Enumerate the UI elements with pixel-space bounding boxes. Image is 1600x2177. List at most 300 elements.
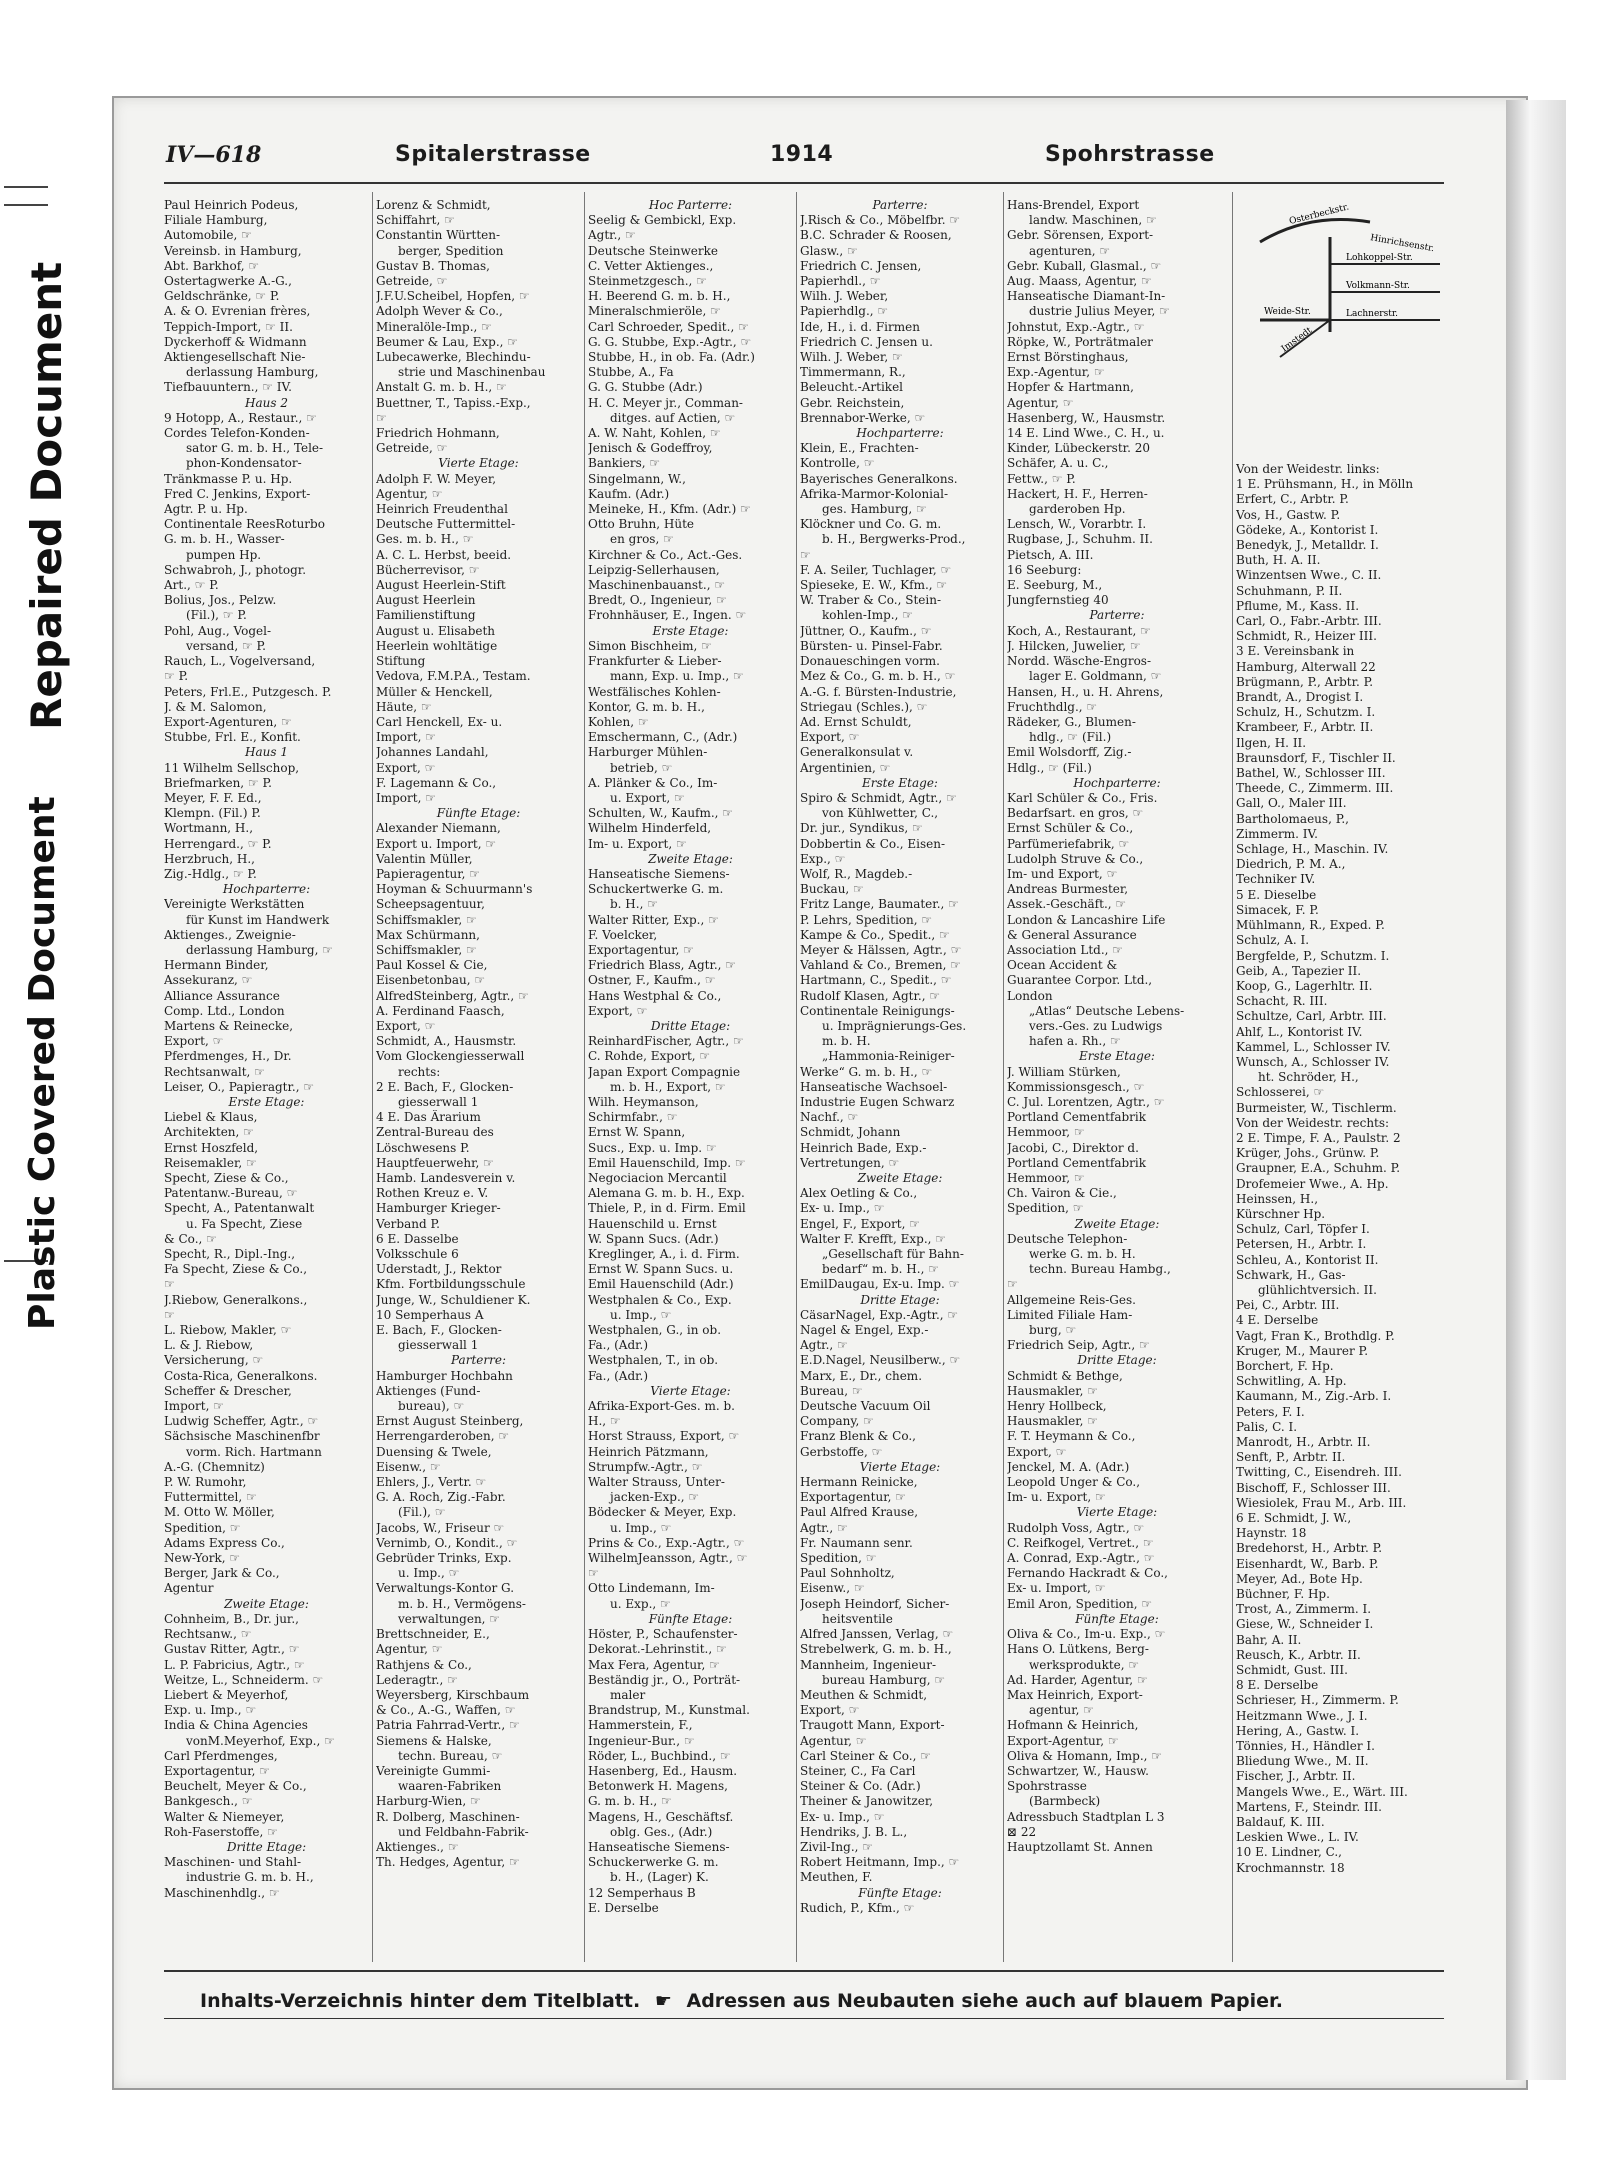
directory-entry-line: Hasenberg, Ed., Hausm. [588,1763,738,1778]
directory-entry-line: Exp.-Agentur, ☞ [1007,365,1105,380]
directory-entry-line: Bredt, O., Ingenieur, ☞ [588,593,727,608]
directory-entry-line: 16 Seeburg: [1007,562,1082,577]
directory-entry-line: Kohlen, ☞ [588,714,649,729]
directory-entry-line: Specht, R., Dipl.-Ing., [164,1247,296,1262]
directory-entry-line: Lederagtr., ☞ [376,1672,458,1687]
directory-entry-line: Werke“ G. m. b. H., ☞ [800,1064,933,1079]
directory-entry-line: Schmidt, R., Heizer III. [1236,629,1377,644]
directory-entry-line: Brettschneider, E., [376,1627,490,1642]
directory-entry-line: Rädeker, G., Blumen- [1007,714,1136,729]
directory-entry-line: Carl Henckell, Ex- u. [376,714,503,729]
directory-entry-line: 3 E. Vereinsbank in [1236,644,1355,659]
directory-entry-line: Hanseatische Siemens- [588,866,730,881]
directory-entry-line: Westphalen & Co., Exp. [588,1292,732,1307]
directory-entry-line: J.F.U.Scheibel, Hopfen, ☞ [376,289,530,304]
directory-entry-line: Meyer & Hälssen, Agtr., ☞ [800,942,962,957]
directory-entry-line: Oliva & Homann, Imp., ☞ [1007,1748,1163,1763]
directory-entry-line: Afrika-Export-Ges. m. b. [588,1399,735,1414]
directory-entry-line: C. Vetter Aktienges., [588,258,714,273]
directory-entry-line: Specht, A., Patentanwalt [164,1201,315,1216]
map-label: Imstedt [1279,325,1315,355]
directory-entry-line: Zweite Etage: [857,1171,943,1185]
directory-entry-line: (Barmbeck) [1029,1794,1101,1809]
directory-entry-line: Heinrich Freudenthal [376,502,508,517]
directory-entry-line: Eisenw., ☞ [800,1581,865,1596]
directory-entry-line: Mineralöle-Imp., ☞ [376,319,492,334]
directory-entry-line: Herzbruch, H., [164,851,255,866]
directory-entry-line: Ad. Harder, Agentur, ☞ [1007,1672,1148,1687]
directory-entry-line: Erste Etage: [228,1094,305,1109]
directory-entry-line: H. C. Meyer jr., Comman- [588,395,743,410]
directory-entry-line: Simon Bischheim, ☞ [588,638,712,653]
directory-entry-line: Schlage, H., Maschin. IV. [1236,842,1389,857]
directory-entry-line: Hamburger Krieger- [376,1201,501,1216]
directory-entry-line: H., ☞ [588,1414,621,1429]
directory-entry-line: ☞ P. [164,669,189,684]
directory-entry-line: Herrengard., ☞ P. [164,836,272,851]
column-6 [1236,462,1446,1876]
directory-entry-line: hafen a. Rh., ☞ [1029,1034,1121,1049]
directory-entry-line: Klempn. (Fil.) P. [164,806,261,821]
directory-entry-line: Strumpfw.-Agtr., ☞ [588,1459,703,1474]
directory-entry-line: agentur, ☞ [1029,1703,1095,1718]
directory-entry-line: Bathel, W., Schlosser III. [1236,766,1386,781]
directory-entry-line: Ch. Vairon & Cie., [1007,1186,1117,1201]
directory-entry-line: Hermann Reinicke, [800,1475,918,1490]
directory-entry-line: Allgemeine Reis-Ges. [1007,1292,1136,1307]
directory-entry-line: Hackert, H. F., Herren- [1007,486,1148,501]
directory-entry-line: Steiner & Co. (Adr.) [800,1779,921,1794]
directory-entry-line: Fa., (Adr.) [588,1368,649,1383]
directory-entry-line: Alemana G. m. b. H., Exp. [588,1186,745,1201]
directory-entry-line: b. H., ☞ [610,897,658,912]
directory-entry-line: Eisenw., ☞ [376,1459,441,1474]
directory-entry-line: Export, ☞ [800,1703,860,1718]
directory-entry-line: Schuhmann, P. II. [1236,583,1343,598]
directory-entry-line: Export, ☞ [376,1018,436,1033]
directory-entry-line: Architekten, ☞ [164,1125,254,1140]
directory-entry-line: Anstalt G. m. b. H., ☞ [376,380,507,395]
directory-entry-line: u. Exp., ☞ [610,1596,671,1611]
directory-entry-line: Comp. Ltd., London [164,1003,285,1018]
directory-entry-line: Jenckel, M. A. (Adr.) [1007,1459,1130,1474]
pointing-hand-icon: ☛ [654,1990,672,2012]
directory-entry-line: ☞ [1007,1277,1018,1292]
directory-entry-line: Koop, G., Lagerhltr. II. [1236,978,1373,993]
directory-entry-line: Paul Sohnholtz, [800,1566,895,1581]
directory-entry-line: Röpke, W., Porträtmaler [1007,334,1153,349]
directory-entry-line: Parterre: [451,1353,506,1368]
directory-entry-line: Vom Glockengiesserwall [376,1049,525,1064]
directory-entry-line: Fa., (Adr.) [588,1338,649,1353]
directory-entry-line: Dritte Etage: [860,1292,940,1307]
directory-entry-line: W. Spann Sucs. (Adr.) [588,1231,719,1246]
repaired-document-label: Repaired Document [22,261,71,730]
directory-entry-line: Max Heinrich, Export- [1007,1687,1143,1702]
directory-entry-line: techn. Bureau Hambg., [1029,1262,1171,1277]
directory-entry-line: Westphalen, G., in ob. [588,1323,722,1338]
directory-entry-line: oblg. Ges., (Adr.) [610,1824,713,1839]
directory-entry-line: Kaufm. (Adr.) [588,486,670,501]
directory-entry-line: Hochparterre: [222,882,311,897]
directory-entry-line: A.-G. f. Bürsten-Industrie, [800,684,957,699]
directory-entry-line: Im- u. Export, ☞ [1007,1490,1106,1505]
directory-entry-line: Spiro & Schmidt, Agtr., ☞ [800,790,957,805]
directory-entry-line: ditges. auf Actien, ☞ [610,410,736,425]
directory-entry-line: Hofmann & Heinrich, [1007,1718,1139,1733]
directory-entry-line: Bergfelde, P., Schutzm. I. [1236,948,1390,963]
margin-tick [4,204,48,206]
directory-entry-line: Meuthen, F. [800,1870,873,1885]
directory-entry-line: Schwitling, A. Hp. [1236,1374,1347,1389]
directory-entry-line: Ernst W. Spann, [588,1125,686,1140]
directory-entry-line: Rudolph Voss, Agtr., ☞ [1007,1520,1145,1535]
directory-entry-line: Friedrich Hohmann, [376,426,500,441]
directory-entry-line: L. Riebow, Makler, ☞ [164,1323,292,1338]
directory-entry-line: Adams Express Co., [164,1535,285,1550]
directory-entry-line: Martens, F., Steindr. III. [1236,1799,1382,1814]
directory-entry-line: A. & O. Evrenian frères, [164,304,311,319]
directory-entry-line: Jacobs, W., Friseur ☞ [376,1520,505,1535]
directory-entry-line: Bayerisches Generalkons. [800,471,958,486]
directory-entry-line: London & Lancashire Life [1007,912,1166,927]
directory-entry-line: Hausmakler, ☞ [1007,1414,1099,1429]
directory-entry-line: Filiale Hamburg, [164,213,268,228]
directory-entry-line: Hemmoor, ☞ [1007,1125,1085,1140]
directory-entry-line: 10 E. Lindner, C., [1236,1845,1342,1860]
directory-entry-line: Scheffer & Drescher, [164,1383,292,1398]
directory-entry-line: Trost, A., Zimmerm. I. [1236,1602,1372,1617]
directory-entry-line: kohlen-Imp., ☞ [822,608,913,623]
directory-entry-line: August Heerlein [376,593,476,608]
directory-entry-line: Japan Export Compagnie [588,1064,741,1079]
directory-entry-line: Ide, H., i. d. Firmen [800,319,920,334]
directory-entry-line: Buckau, ☞ [800,882,864,897]
directory-entry-line: E. Bach, F., Glocken- [376,1323,502,1338]
directory-entry-line: Exp., ☞ [800,851,846,866]
directory-entry-line: Fernando Hackradt & Co., [1007,1566,1168,1581]
directory-entry-line: von Kühlwetter, C., [822,806,939,821]
directory-entry-line: Hansen, H., u. H. Ahrens, [1007,684,1164,699]
directory-entry-line: Rothen Kreuz e. V. [376,1186,489,1201]
directory-entry-line: Krochmannstr. 18 [1236,1860,1345,1875]
directory-entry-line: Brennabor-Werke, ☞ [800,410,926,425]
directory-entry-line: Kontor, G. m. b. H., [588,699,705,714]
directory-entry-line: verwaltungen, ☞ [398,1611,501,1626]
directory-entry-line: Wilh. J. Weber, [800,289,889,304]
directory-entry-line: Kaumann, M., Zig.-Arb. I. [1236,1389,1392,1404]
directory-entry-line: Dritte Etage: [1077,1353,1157,1368]
directory-entry-line: Theiner & Janowitzer, [800,1794,934,1809]
directory-entry-line: & Co., A.-G., Waffen, ☞ [376,1703,516,1718]
directory-entry-line: Ex- u. Imp., ☞ [800,1809,885,1824]
directory-entry-line: W. Traber & Co., Stein- [800,593,941,608]
directory-entry-line: Emil Hauenschild, Imp. ☞ [588,1155,746,1170]
directory-entry-line: Baldauf, K. III. [1236,1815,1325,1830]
directory-entry-line: G. G. Stubbe, Exp.-Agtr., ☞ [588,334,752,349]
directory-entry-line: Papierhdlg., ☞ [800,304,889,319]
directory-entry-line: Rudich, P., Kfm., ☞ [800,1900,915,1915]
directory-entry-line: Ahlf, L., Kontorist IV. [1236,1024,1363,1039]
directory-entry-line: u. Imp., ☞ [610,1520,672,1535]
directory-entry-line: Franz Blenk & Co., [800,1429,916,1444]
directory-entry-line: für Kunst im Handwerk [186,912,330,927]
directory-entry-line: Spedition, ☞ [800,1551,877,1566]
directory-entry-line: garderoben Hp. [1029,502,1126,517]
directory-entry-line: Carl Pferdmenges, [164,1748,278,1763]
directory-entry-line: ☞ [164,1277,175,1292]
directory-entry-line: Walter F. Krefft, Exp., ☞ [800,1231,947,1246]
directory-entry-line: Lorenz & Schmidt, [376,198,491,212]
directory-entry-line: Cordes Telefon-Konden- [164,426,310,441]
directory-entry-line: Adolph Wever & Co., [376,304,503,319]
directory-entry-line: Schmidt, A., Hausmstr. [376,1034,517,1049]
directory-entry-line: Emil Aron, Spedition, ☞ [1007,1596,1153,1611]
directory-entry-line: u. Imprägnierungs-Ges. [822,1018,967,1033]
directory-entry-line: Ernst Hoszfeld, [164,1140,259,1155]
directory-entry-line: Haus 1 [245,745,288,760]
directory-entry-line: derlassung Hamburg, ☞ [186,942,333,957]
directory-entry-line: Kruger, M., Maurer P. [1236,1343,1369,1358]
directory-entry-line: Schulz, H., Schutzm. I. [1236,705,1376,720]
directory-entry-line: Lensch, W., Vorarbtr. I. [1007,517,1147,532]
directory-entry-line: Röder, L., Buchbind., ☞ [588,1748,731,1763]
directory-entry-line: maler [610,1687,646,1702]
directory-entry-line: Mannheim, Ingenieur- [800,1657,937,1672]
directory-entry-line: A. W. Naht, Kohlen, ☞ [588,426,721,441]
directory-entry-line: August u. Elisabeth [376,623,496,638]
directory-entry-line: vorm. Rich. Hartmann [186,1444,322,1459]
directory-entry-line: Berger, Jark & Co., [164,1566,280,1581]
directory-entry-line: ☞ [164,1307,175,1322]
directory-entry-line: Spohrstrasse [1007,1779,1087,1794]
directory-entry-line: ☞ [376,410,387,425]
directory-entry-line: Hans O. Lütkens, Berg- [1007,1642,1149,1657]
directory-entry-line: Valentin Müller, [376,851,473,866]
right-street-heading: Spohrstrasse [1045,142,1215,167]
directory-entry-line: m. b. H., Vermögens- [398,1596,526,1611]
directory-entry-line: E. Derselbe [588,1900,659,1915]
directory-entry-line: Otto Bruhn, Hüte [588,517,695,532]
directory-entry-line: Koch, A., Restaurant, ☞ [1007,623,1151,638]
directory-entry-line: Walter & Niemeyer, [164,1809,285,1824]
directory-entry-line: Volksschule 6 [376,1247,459,1262]
directory-entry-line: Peters, Frl.E., Putzgesch. P. [164,684,332,699]
directory-entry-line: Schirmfabr., ☞ [588,1110,678,1125]
directory-entry-line: Assek.-Geschäft., ☞ [1007,897,1127,912]
directory-entry-line: Maschinenhdlg., ☞ [164,1885,280,1900]
map-street-line [1260,220,1370,243]
directory-entry-line: Hochparterre: [1073,775,1161,790]
directory-entry-line: Kammel, L., Schlosser IV. [1236,1039,1391,1054]
column-divider [372,192,373,1962]
directory-entry-line: Robert Heitmann, Imp., ☞ [800,1855,960,1870]
directory-entry-line: Continentale ReesRoturbo [164,517,325,532]
directory-entry-line: Max Fera, Agentur, ☞ [588,1657,720,1672]
directory-entry-line: Frohnhäuser, E., Ingen. ☞ [588,608,747,623]
page-number: IV—618 [166,142,262,168]
column-5 [1007,198,1227,1855]
directory-entry-line: Teppich-Import, ☞ II. [164,319,293,334]
directory-entry-line: Wilhelm Hinderfeld, [588,821,712,836]
directory-entry-line: Meyer, Ad., Bote Hp. [1236,1571,1363,1586]
directory-entry-line: Th. Hedges, Agentur, ☞ [376,1855,520,1870]
directory-entry-line: Schmidt & Bethge, [1007,1368,1123,1383]
directory-entry-line: Aktienges., Zweignie- [164,927,296,942]
directory-entry-line: Gerbstoffe, ☞ [800,1444,883,1459]
directory-entry-line: Schultze, Carl, Arbtr. III. [1236,1009,1387,1024]
directory-entry-line: Vedova, F.M.P.A., Testam. [376,669,531,684]
directory-entry-line: Hoyman & Schuurmann's [376,882,533,897]
directory-entry-line: Vagt, Fran K., Brothdlg. P. [1236,1328,1395,1343]
directory-entry-line: F. Voelcker, [588,927,658,942]
directory-entry-line: Parfümeriefabrik, ☞ [1007,836,1130,851]
directory-entry-line: Schuckerwerke G. m. [588,1855,719,1870]
directory-entry-line: Verband P. [376,1216,440,1231]
directory-entry-line: Bliedung Wwe., M. II. [1236,1754,1369,1769]
directory-entry-line: Company, ☞ [800,1414,874,1429]
directory-entry-line: Cohnheim, B., Dr. jur., [164,1611,299,1626]
directory-entry-line: Häute, ☞ [376,699,432,714]
directory-entry-line: Andreas Burmester, [1007,882,1129,897]
directory-entry-line: Wilh. J. Weber, ☞ [800,350,903,365]
directory-entry-line: CäsarNagel, Exp.-Agtr., ☞ [800,1307,959,1322]
directory-entry-line: Prins & Co., Exp.-Agtr., ☞ [588,1535,745,1550]
directory-entry-line: Leiser, O., Papieragtr., ☞ [164,1079,315,1094]
directory-entry-line: Dobbertin & Co., Eisen- [800,836,946,851]
footer-left-text: Inhalts-Verzeichnis hinter dem Titelblatt. [200,1990,641,2012]
directory-entry-line: Briefmarken, ☞ P. [164,775,272,790]
directory-entry-line: Otto Lindemann, Im- [588,1581,715,1596]
directory-entry-line: Mez & Co., G. m. b. H., ☞ [800,669,956,684]
directory-entry-line: Dyckerhoff & Widmann [164,334,307,349]
directory-entry-line: Winzentsen Wwe., C. II. [1236,568,1382,583]
directory-entry-line: Reusch, K., Arbtr. II. [1236,1647,1361,1662]
directory-entry-line: Portland Cementfabrik [1007,1155,1147,1170]
directory-entry-line: Bahr, A. II. [1236,1632,1302,1647]
directory-entry-line: Magens, H., Geschäftsf. [588,1809,734,1824]
directory-entry-line: Pohl, Aug., Vogel- [164,623,271,638]
directory-entry-line: Vereinsb. in Hamburg, [164,243,302,258]
directory-entry-line: Alfred Janssen, Verlag, ☞ [800,1627,954,1642]
directory-entry-line: u. Imp., ☞ [610,1307,672,1322]
directory-entry-line: Ocean Accident & [1007,958,1118,973]
directory-entry-line: 8 E. Derselbe [1236,1678,1319,1693]
directory-entry-line: Harburger Mühlen- [588,745,708,760]
directory-entry-line: G. m. b. H., ☞ [588,1794,672,1809]
directory-entry-line: en gros, ☞ [610,532,674,547]
directory-entry-line: Leopold Unger & Co., [1007,1475,1141,1490]
directory-entry-line: Sächsische Maschinenfbr [164,1429,320,1444]
directory-entry-line: Erfert, C., Arbtr. P. [1236,492,1349,507]
directory-entry-line: Kirchner & Co., Act.-Ges. [588,547,743,562]
directory-entry-line: Limited Filiale Ham- [1007,1307,1133,1322]
directory-entry-line: Export, ☞ [800,730,860,745]
directory-entry-line: Striegau (Schles.), ☞ [800,699,928,714]
directory-entry-line: Marx, E., Dr., chem. [800,1368,923,1383]
directory-entry-line: Afrika-Marmor-Kolonial- [800,486,949,501]
directory-entry-line: Parterre: [1089,608,1145,623]
directory-entry-line: Export, ☞ [588,1003,648,1018]
directory-entry-line: Von der Weidestr. links: [1236,462,1380,476]
directory-entry-line: Import, ☞ [376,730,436,745]
directory-entry-line: E. Seeburg, M., [1007,578,1103,593]
directory-entry-line: Ex- u. Import, ☞ [1007,1581,1106,1596]
directory-entry-line: Stubbe, H., in ob. Fa. (Adr.) [588,350,755,365]
directory-entry-line: lager E. Goldmann, ☞ [1029,669,1162,684]
directory-entry-line: Ostertagwerke A.-G., [164,274,292,289]
directory-entry-line: AlfredSteinberg, Agtr., ☞ [376,988,529,1003]
footer-note [200,1990,1283,2012]
directory-entry-line: Aktiengesellschaft Nie- [164,350,306,365]
directory-entry-line: Klein, E., Frachten- [800,441,919,456]
directory-entry-line: Export u. Import, ☞ [376,836,497,851]
directory-entry-line: Heitzmann Wwe., J. I. [1236,1708,1368,1723]
directory-entry-line: 6 E. Schmidt, J. W., [1236,1511,1352,1526]
directory-entry-line: Hoc Parterre: [648,198,733,212]
directory-entry-line: u. Imp., ☞ [398,1566,460,1581]
directory-entry-line: Mühlmann, R., Exped. P. [1236,918,1385,933]
directory-entry-line: Export, ☞ [1007,1444,1067,1459]
directory-entry-line: bureau), ☞ [398,1399,465,1414]
directory-entry-line: Donaueschingen vorm. [800,654,940,669]
directory-entry-line: Löschwesens P. [376,1140,470,1155]
directory-entry-line: 4 E. Derselbe [1236,1313,1319,1328]
directory-entry-line: Fischer, J., Arbtr. II. [1236,1769,1356,1784]
directory-entry-line: Rechtsanw., ☞ [164,1627,252,1642]
directory-entry-line: Vahland & Co., Bremen, ☞ [800,958,962,973]
directory-entry-line: Timmermann, R., [800,365,906,380]
directory-entry-line: Erste Etage: [1079,1049,1155,1064]
directory-entry-line: Steinmetzgesch., ☞ [588,274,707,289]
directory-entry-line: Geib, A., Tapezier II. [1236,963,1362,978]
directory-entry-line: Gebr. Reichstein, [800,395,905,410]
directory-entry-line: Agentur, ☞ [376,486,443,501]
directory-entry-line: Eisenbetonbau, ☞ [376,973,486,988]
directory-entry-line: Schulz, A. I. [1236,933,1310,948]
directory-entry-line: Export, ☞ [376,760,436,775]
directory-entry-line: Getreide, ☞ [376,441,448,456]
directory-entry-line: Heinssen, H., [1236,1191,1319,1206]
directory-entry-line: G. G. Stubbe (Adr.) [588,380,703,395]
directory-entry-line: Gebrüder Trinks, Exp. [376,1551,512,1566]
directory-entry-line: P. Lehrs, Spedition, ☞ [800,912,933,927]
directory-entry-line: Wunsch, A., Schlosser IV. [1236,1054,1390,1069]
directory-entry-line: Carl Steiner & Co., ☞ [800,1748,931,1763]
directory-entry-line: Beuchelt, Meyer & Co., [164,1779,307,1794]
directory-entry-line: Gebr. Sörensen, Export- [1007,228,1154,243]
directory-entry-line: Haynstr. 18 [1236,1526,1307,1541]
directory-entry-line: „Gesellschaft für Bahn- [822,1247,964,1262]
directory-entry-line: Schwartzer, W., Hausw. [1007,1763,1149,1778]
directory-entry-line: Patria Fahrrad-Vertr., ☞ [376,1718,520,1733]
directory-entry-line: Paul Heinrich Podeus, [164,198,299,212]
directory-entry-line: Industrie Eugen Schwarz [800,1094,955,1109]
directory-entry-line: Schiffahrt, ☞ [376,213,455,228]
directory-entry-line: industrie G. m. b. H., [186,1870,314,1885]
directory-entry-line: Vierte Etage: [650,1383,731,1398]
directory-entry-line: Im- u. Export, ☞ [588,836,687,851]
directory-entry-line: u. Fa Specht, Ziese [186,1216,303,1231]
directory-entry-line: Junge, W., Schuldiener K. [376,1292,531,1307]
directory-entry-line: Kommissionsgesch., ☞ [1007,1079,1145,1094]
directory-entry-line: 2 E. Bach, F., Glocken- [376,1079,514,1094]
directory-entry-line: Adolph F. W. Meyer, [376,471,497,486]
directory-entry-line: Gustav B. Thomas, [376,258,490,273]
directory-entry-line: F. Lagemann & Co., [376,775,497,790]
directory-entry-line: ⊠ 22 [1007,1824,1037,1839]
directory-entry-line: Beständig jr., O., Porträt- [588,1672,741,1687]
